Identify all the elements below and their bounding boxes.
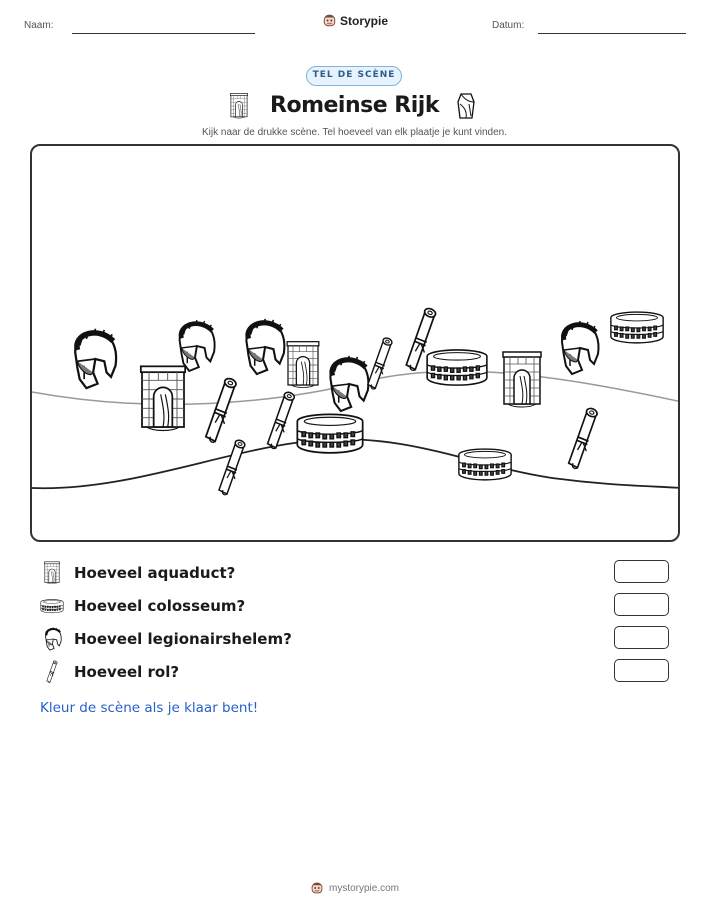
activity-badge: TEL DE SCÈNE: [306, 66, 402, 86]
colosseum-icon[interactable]: [611, 312, 663, 343]
question-text: Hoeveel rol?: [74, 663, 180, 681]
color-instruction: Kleur de scène als je klaar bent!: [40, 700, 259, 716]
question-row-aqueduct: [40, 560, 670, 586]
answer-box-aqueduct[interactable]: [614, 560, 669, 583]
storypie-mascot-icon: [322, 13, 337, 28]
question-row-scroll: [40, 659, 670, 685]
scene-drawing: [32, 146, 680, 542]
question-text: Hoeveel aquaduct?: [74, 564, 236, 582]
answer-box-helmet[interactable]: [614, 626, 669, 649]
helmet-icon[interactable]: [180, 320, 215, 371]
date-label: Datum:: [492, 20, 525, 31]
aqueduct-icon[interactable]: [287, 342, 319, 388]
answer-box-scroll[interactable]: [614, 659, 669, 682]
count-scene[interactable]: [30, 144, 680, 542]
brand-name: Storypie: [340, 13, 389, 28]
date-line[interactable]: [538, 33, 686, 34]
question-text: Hoeveel legionairshelem?: [74, 630, 292, 648]
storypie-mascot-icon: [310, 881, 324, 895]
helmet-icon[interactable]: [562, 321, 598, 374]
colosseum-icon[interactable]: [297, 414, 362, 453]
aqueduct-icon[interactable]: [503, 352, 541, 407]
page-title: Romeinse Rijk: [270, 93, 439, 118]
colosseum-icon: [40, 594, 64, 618]
answer-box-colosseum[interactable]: [614, 593, 669, 616]
colosseum-icon[interactable]: [427, 350, 487, 385]
question-text: Hoeveel colosseum?: [74, 597, 246, 615]
scroll-icon[interactable]: [268, 391, 296, 449]
scroll-icon[interactable]: [206, 377, 237, 442]
helmet-icon[interactable]: [246, 319, 284, 374]
brand-logo: [322, 13, 388, 28]
name-line[interactable]: [72, 33, 255, 34]
scroll-icon[interactable]: [219, 439, 246, 495]
question-row-colosseum: [40, 593, 670, 619]
scroll-icon: [40, 660, 64, 684]
question-row-helmet: [40, 626, 670, 652]
name-label: Naam:: [24, 20, 54, 31]
scroll-icon[interactable]: [569, 407, 599, 468]
footer: [0, 881, 709, 895]
instructions: Kijk naar de drukke scène. Tel hoeveel van elk plaatje je kunt vinden.: [201, 127, 507, 138]
colosseum-icon[interactable]: [459, 449, 511, 480]
toga-icon: [455, 92, 477, 120]
scroll-icon[interactable]: [368, 337, 393, 389]
helmet-icon: [40, 627, 64, 651]
helmet-icon[interactable]: [330, 356, 368, 411]
helmet-icon[interactable]: [75, 329, 116, 388]
footer-url[interactable]: mystorypie.com: [328, 882, 399, 894]
aqueduct-icon[interactable]: [141, 366, 185, 430]
aqueduct-icon: [40, 561, 64, 585]
